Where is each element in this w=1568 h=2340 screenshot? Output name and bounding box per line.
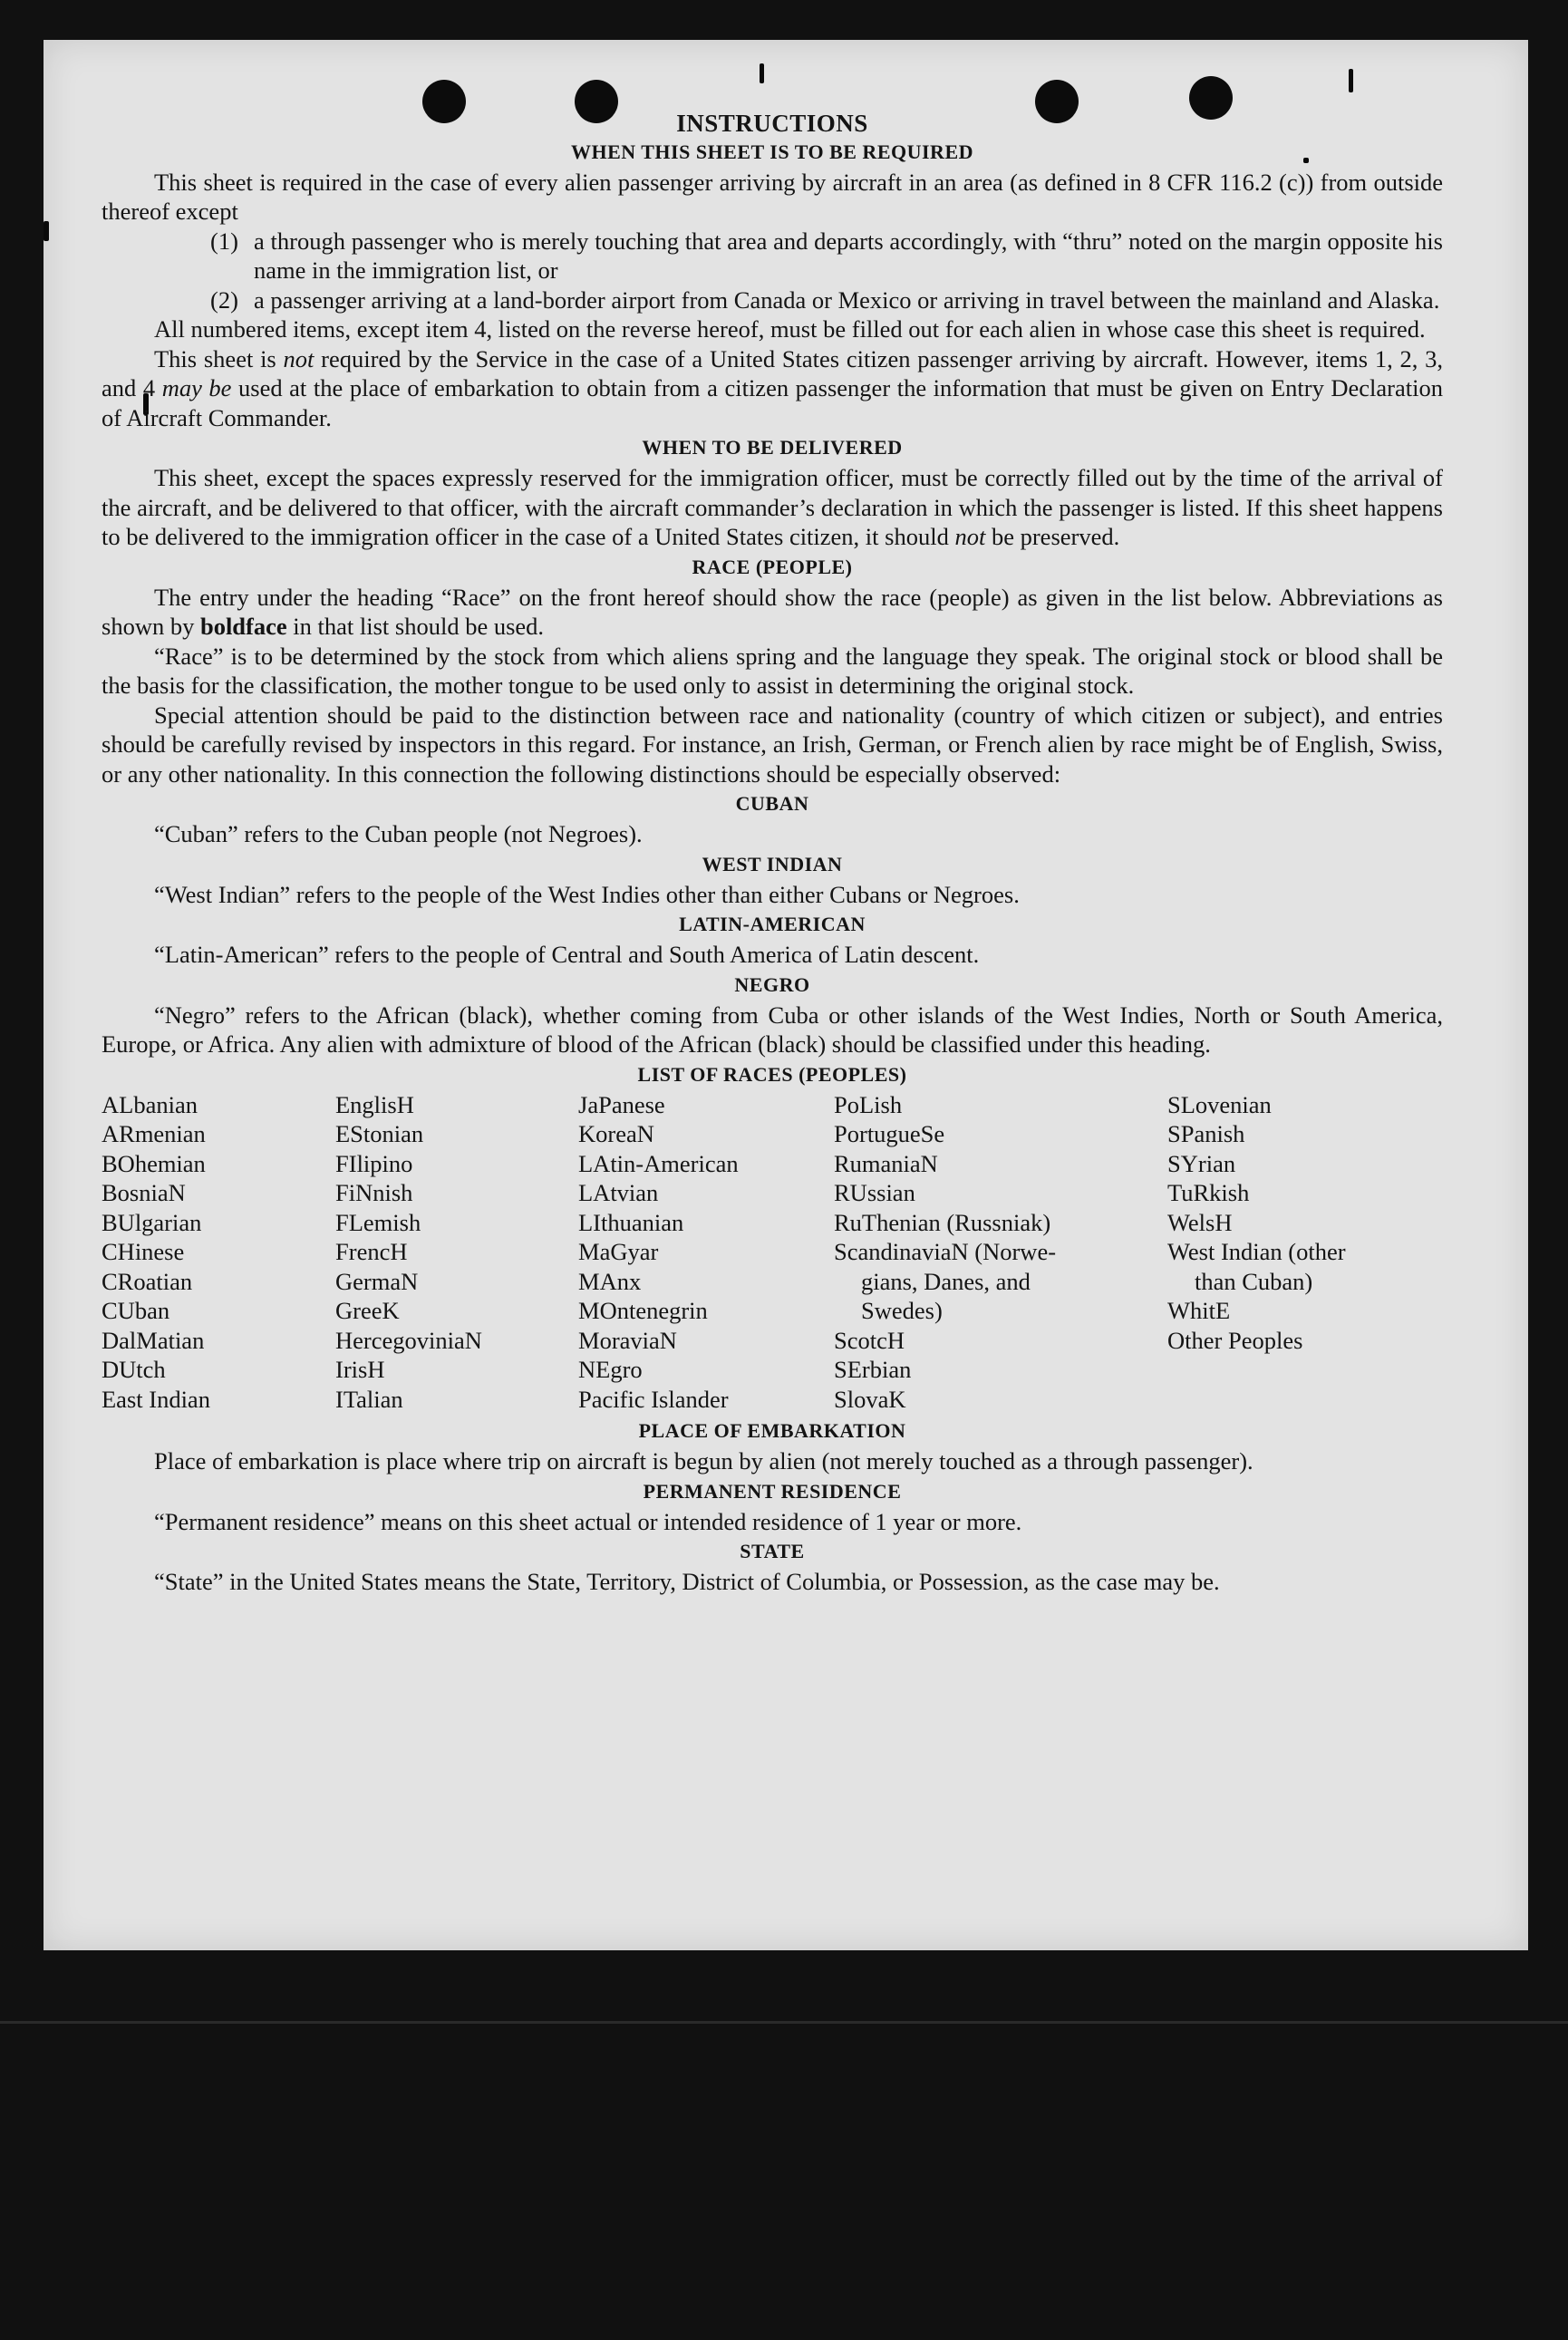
race-entry: East Indian — [102, 1385, 210, 1413]
definition-state: “State” in the United States means the State, Territory, District of Columbia, or Possession, as the case may be. — [154, 1568, 1220, 1595]
heading-when-required: WHEN THIS SHEET IS TO BE REQUIRED — [570, 140, 974, 163]
text-italic: may be — [161, 374, 232, 401]
race-entry: EStonian — [335, 1120, 424, 1147]
race-entry: CRoatian — [102, 1267, 193, 1295]
race-entry: ALbanian — [102, 1090, 198, 1118]
text-bold: boldface — [199, 613, 287, 640]
race-entry: JaPanese — [578, 1090, 665, 1118]
race-entry: MAnx — [578, 1267, 642, 1295]
race-entry: FIlipino — [335, 1149, 413, 1177]
scan-edge-line — [0, 2021, 1568, 2024]
race-entry: GreeK — [335, 1297, 400, 1324]
race-entry: EnglisH — [335, 1090, 414, 1118]
text-run: This sheet, except the spaces expressly reserved for the immigration officer, must be correctly filled out by the time of the arrival of the aircraft, and be delivered to that officer, with the aircraft commander’s declaration in which the passenger is listed. If this sheet happens to be delivered to the immigration officer in the case of a United States citizen, it should — [102, 464, 1443, 550]
race-entry: than Cuban) — [1195, 1267, 1313, 1295]
heading-when-delivered: WHEN TO BE DELIVERED — [642, 436, 903, 459]
item-text: a passenger arriving at a land-border airport from Canada or Mexico or arriving in travel between the mainland and Alaska. — [254, 285, 1440, 314]
instructions-text — [102, 109, 1443, 1597]
scan-speck — [760, 63, 764, 83]
race-entry: ScandinaviaN (Norwe- — [834, 1238, 1057, 1265]
race-entry: TuRkish — [1167, 1179, 1250, 1206]
text-italic: not — [954, 523, 986, 550]
race-entry: WhitE — [1167, 1297, 1231, 1324]
race-entry: West Indian (other — [1167, 1238, 1346, 1265]
heading-negro: NEGRO — [734, 972, 810, 996]
race-entry: SErbian — [834, 1356, 912, 1383]
race-entry: SPanish — [1167, 1120, 1245, 1147]
races-column — [1167, 1090, 1403, 1415]
race-entry: LAtin-American — [578, 1149, 739, 1177]
race-entry: MOntenegrin — [578, 1297, 708, 1324]
race-entry: MoraviaN — [578, 1326, 677, 1354]
text-run: be preserved. — [985, 523, 1120, 550]
race-entry: DalMatian — [102, 1326, 205, 1354]
race-entry: FLemish — [335, 1208, 421, 1236]
text-run: in that list should be used. — [286, 613, 545, 640]
paragraph-race-entry — [102, 583, 1443, 642]
scan-speck — [44, 221, 49, 241]
text-italic: not — [283, 344, 315, 372]
race-entry: ARmenian — [102, 1120, 206, 1147]
race-entry: CHinese — [102, 1238, 185, 1265]
scan-speck — [1349, 69, 1353, 92]
race-entry: Other Peoples — [1167, 1326, 1303, 1354]
text-run: used at the place of embarkation to obtain from a citizen passenger the information that must be given on Entry Declaration of Aircraft Commander. — [102, 374, 1443, 431]
race-entry: NEgro — [578, 1356, 643, 1383]
race-entry: CUban — [102, 1297, 170, 1324]
definition-residence: “Permanent residence” means on this sheet actual or intended residence of 1 year or more. — [154, 1507, 1022, 1535]
item-number: (1) — [210, 227, 238, 255]
race-entry: LAtvian — [578, 1179, 659, 1206]
race-entry: BosniaN — [102, 1179, 186, 1206]
heading-permanent-residence: PERMANENT RESIDENCE — [643, 1479, 902, 1503]
text-run: The entry under the heading “Race” on the front hereof should show the race (people) as given in the list below. Abbreviations as shown by — [102, 583, 1443, 640]
race-entry: BUlgarian — [102, 1208, 202, 1236]
race-entry: RUssian — [834, 1179, 915, 1206]
races-column — [102, 1090, 335, 1415]
heading-state: STATE — [740, 1540, 805, 1562]
page-title: INSTRUCTIONS — [676, 110, 868, 137]
races-column — [578, 1090, 834, 1415]
definition-cuban: “Cuban” refers to the Cuban people (not Negroes). — [154, 820, 643, 847]
paragraph-numbered-items: All numbered items, except item 4, listed on the reverse hereof, must be filled out for each alien in whose case this sheet is required. — [154, 315, 1426, 343]
race-entry: gians, Danes, and — [861, 1267, 1031, 1295]
item-number: (2) — [210, 285, 238, 314]
paragraph-delivered — [102, 463, 1443, 552]
race-entry: KoreaN — [578, 1120, 654, 1147]
heading-race: RACE (PEOPLE) — [692, 555, 853, 578]
heading-place-of-embarkation: PLACE OF EMBARKATION — [638, 1419, 906, 1442]
race-entry: Pacific Islander — [578, 1385, 729, 1413]
definition-negro: “Negro” refers to the African (black), whether coming from Cuba or other islands of the West Indies, North or South America, Europe, or Africa. Any alien with admixture of blood of the African (black) should be classified under this heading. — [102, 1001, 1443, 1058]
race-entry: PortugueSe — [834, 1120, 945, 1147]
item-text: a through passenger who is merely touching that area and departs accordingly, with “thru” noted on the margin opposite his name in the immigration list, or — [254, 227, 1443, 284]
race-entry: SYrian — [1167, 1149, 1236, 1177]
paragraph-race-nationality: Special attention should be paid to the distinction between race and nationality (country of which citizen or subject), and entries should be carefully revised by inspectors in this regard. For instance, an Irish, German, or French alien by race might be of English, Swiss, or any other nationality. In this connection the following distinctions should be especially observed: — [102, 701, 1443, 788]
race-entry: Swedes) — [861, 1297, 943, 1324]
races-column — [335, 1090, 578, 1415]
race-entry: SlovaK — [834, 1385, 906, 1413]
race-entry: LIthuanian — [578, 1208, 684, 1236]
race-entry: MaGyar — [578, 1238, 659, 1265]
heading-latin-american: LATIN-AMERICAN — [679, 913, 866, 935]
race-entry: BOhemian — [102, 1149, 206, 1177]
definition-embarkation: Place of embarkation is place where trip on aircraft is begun by alien (not merely touched as a through passenger). — [154, 1447, 1253, 1475]
list-item — [102, 227, 1443, 285]
race-entry: DUtch — [102, 1356, 166, 1383]
race-entry: RuThenian (Russniak) — [834, 1208, 1051, 1236]
heading-list-of-races: LIST OF RACES (PEOPLES) — [637, 1062, 907, 1086]
paragraph-race-definition: “Race” is to be determined by the stock from which aliens spring and the language they speak. The original stock or blood shall be the basis for the classification, the mother tongue to be used only to assist in determining the original stock. — [102, 642, 1443, 699]
paragraph-citizen — [102, 344, 1443, 433]
race-entry: HercegoviniaN — [335, 1326, 482, 1354]
heading-west-indian: WEST INDIAN — [702, 852, 843, 875]
race-entry: SLovenian — [1167, 1090, 1272, 1118]
heading-cuban: CUBAN — [735, 792, 809, 815]
race-entry: GermaN — [335, 1267, 419, 1295]
race-entry: FrencH — [335, 1238, 408, 1265]
race-entry: ITalian — [335, 1385, 403, 1413]
race-entry: WelsH — [1167, 1208, 1233, 1236]
list-item — [102, 285, 1443, 315]
text-run: required by the Service in the case of a United States citizen passenger arriving by aircraft. However, items 1, 2, 3, and 4 — [102, 344, 1443, 401]
race-entry: IrisH — [335, 1356, 385, 1383]
text-run: This sheet is — [154, 344, 284, 372]
race-entry: ScotcH — [834, 1326, 905, 1354]
definition-latin-american: “Latin-American” refers to the people of Central and South America of Latin descent. — [154, 941, 980, 968]
races-column — [834, 1090, 1167, 1415]
races-list — [102, 1090, 1443, 1415]
definition-west-indian: “West Indian” refers to the people of the West Indies other than either Cubans or Negroes. — [154, 880, 1020, 908]
race-entry: RumaniaN — [834, 1149, 938, 1177]
race-entry: FiNnish — [335, 1179, 413, 1206]
race-entry: PoLish — [834, 1090, 903, 1118]
paragraph-required-intro: This sheet is required in the case of every alien passenger arriving by aircraft in an area (as defined in 8 CFR 116.2 (c)) from outside thereof except — [102, 168, 1443, 225]
